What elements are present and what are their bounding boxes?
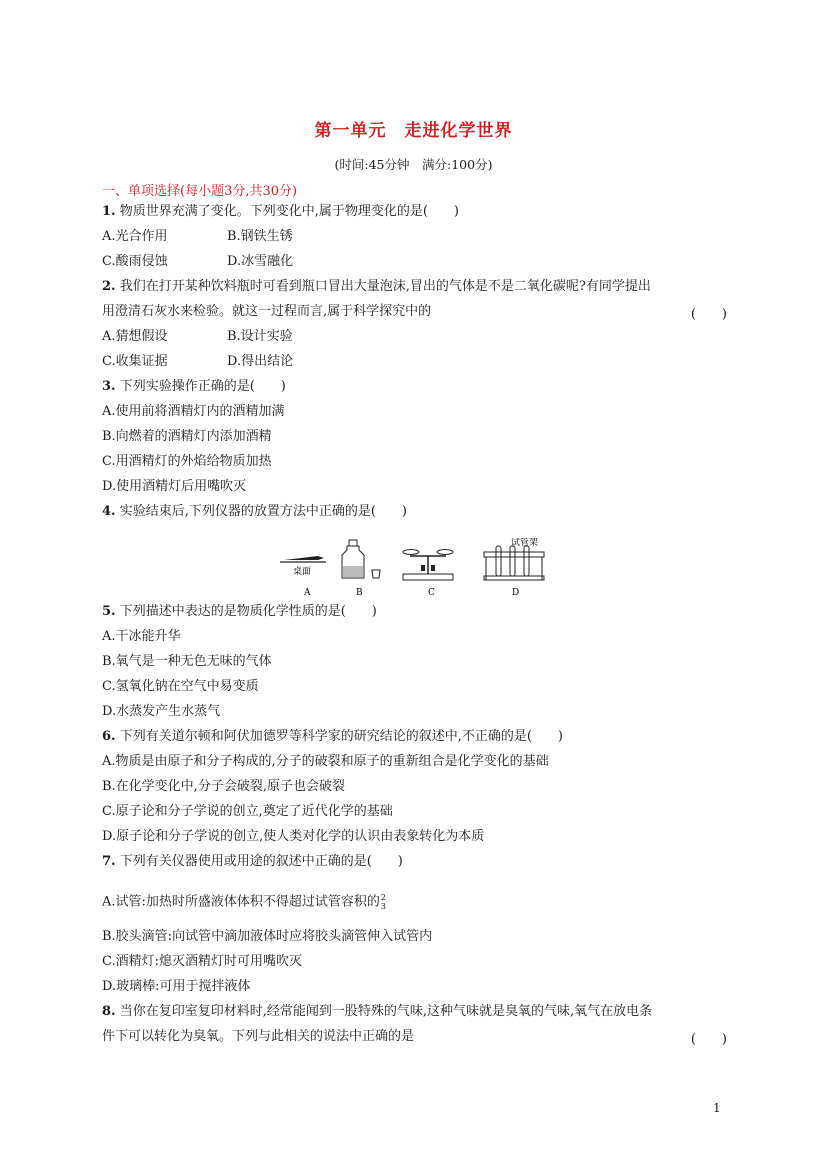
- option-c: C.用酒精灯的外焰给物质加热: [102, 454, 272, 469]
- test-tube-rack: [484, 538, 544, 580]
- reagent-bottle: [342, 540, 380, 578]
- option-d: D.水蒸发产生水蒸气: [102, 704, 221, 719]
- fraction-numerator: 2: [380, 893, 386, 902]
- page-title: 第一单元 走进化学世界: [314, 121, 513, 141]
- option-a: A.猜想假设: [102, 329, 168, 344]
- option-c: C.收集证据: [102, 354, 168, 369]
- option-a: A.使用前将酒精灯内的酒精加满: [102, 404, 285, 419]
- question-2: [102, 278, 651, 296]
- option-a: A.物质是由原子和分子构成的,分子的破裂和原子的重新组合是化学变化的基础: [102, 754, 549, 769]
- option-row: [102, 328, 293, 346]
- section-heading: 一、单项选择(每小题3分,共30分): [102, 184, 298, 199]
- question-stem: 下列有关道尔顿和阿伏加德罗等科学家的研究结论的叙述中,不正确的是( ): [115, 729, 563, 744]
- question-6: [102, 728, 563, 746]
- question-stem: 下列实验操作正确的是( ): [115, 379, 286, 394]
- fraction-denominator: 3: [380, 902, 386, 911]
- option-b: B.设计实验: [227, 329, 293, 344]
- desk-label: 桌面: [293, 567, 312, 577]
- question-stem: 下列描述中表达的是物质化学性质的是( ): [115, 604, 377, 619]
- figure-label-c: C: [428, 588, 435, 598]
- question-stem: 当你在复印室复印材料时,经常能闻到一股特殊的气味,这种气味就是臭氧的气味,氧气在放电条: [115, 1004, 653, 1019]
- figure-label-d: D: [512, 588, 520, 598]
- dropper-on-desk: [280, 556, 326, 577]
- question-stem: 实验结束后,下列仪器的放置方法中正确的是( ): [115, 504, 407, 519]
- apparatus-figure: [278, 538, 548, 600]
- option-a-text: A.试管:加热时所盛液体体积不得超过试管容积的: [102, 894, 380, 910]
- figure-label-b: B: [356, 588, 363, 598]
- question-number: 6.: [102, 729, 116, 744]
- option-b: B.在化学变化中,分子会破裂,原子也会破裂: [102, 779, 345, 794]
- question-stem-continued: 件下可以转化为臭氧。下列与此相关的说法中正确的是: [102, 1029, 415, 1044]
- option-b: B.钢铁生锈: [227, 229, 293, 244]
- question-1: [102, 203, 459, 221]
- question-stem: 下列有关仪器使用或用途的叙述中正确的是( ): [115, 854, 403, 869]
- option-a: A.干冰能升华: [102, 629, 181, 644]
- option-row: [102, 228, 293, 246]
- answer-parentheses: ( ): [690, 1032, 727, 1047]
- question-7: [102, 853, 403, 871]
- option-b: B.向燃着的酒精灯内添加酒精: [102, 429, 272, 444]
- question-5: [102, 603, 377, 621]
- option-row: [102, 353, 294, 371]
- fraction: [381, 893, 386, 911]
- option-b: B.胶头滴管:向试管中滴加液体时应将胶头滴管伸入试管内: [102, 929, 433, 944]
- question-3: [102, 378, 286, 396]
- option-a: [102, 893, 386, 912]
- question-number: 3.: [102, 379, 116, 394]
- question-number: 8.: [102, 1004, 116, 1019]
- page-number: 1: [713, 1101, 721, 1115]
- option-d: D.玻璃棒:可用于搅拌液体: [102, 979, 251, 994]
- option-c: C.酸雨侵蚀: [102, 254, 168, 269]
- question-stem-continued: 用澄清石灰水来检验。就这一过程而言,属于科学探究中的: [102, 304, 432, 319]
- answer-parentheses: ( ): [690, 307, 727, 322]
- question-number: 4.: [102, 504, 116, 519]
- question-number: 7.: [102, 854, 116, 869]
- question-8: [102, 1003, 652, 1021]
- option-c: C.酒精灯:熄灭酒精灯时可用嘴吹灭: [102, 954, 302, 969]
- option-c: C.氢氧化钠在空气中易变质: [102, 679, 259, 694]
- balance: [403, 550, 453, 581]
- question-number: 1.: [102, 204, 116, 219]
- option-d: D.使用酒精灯后用嘴吹灭: [102, 479, 247, 494]
- option-a: A.光合作用: [102, 229, 168, 244]
- exam-time-score: (时间:45分钟 满分:100分): [334, 157, 493, 172]
- option-row: [102, 253, 294, 271]
- question-stem: 物质世界充满了变化。下列变化中,属于物理变化的是( ): [115, 204, 459, 219]
- question-number: 5.: [102, 604, 116, 619]
- question-stem: 我们在打开某种饮料瓶时可看到瓶口冒出大量泡沫,冒出的气体是不是二氧化碳呢?有同学提出: [115, 279, 651, 294]
- figure-label-a: A: [304, 588, 311, 598]
- option-d: D.冰雪融化: [227, 254, 294, 269]
- question-number: 2.: [102, 279, 116, 294]
- option-d: D.得出结论: [227, 354, 294, 369]
- option-c: C.原子论和分子学说的创立,奠定了近代化学的基础: [102, 804, 393, 819]
- rack-label: 试管架: [511, 538, 539, 548]
- question-4: [102, 503, 407, 521]
- option-b: B.氧气是一种无色无味的气体: [102, 654, 272, 669]
- option-d: D.原子论和分子学说的创立,使人类对化学的认识由表象转化为本质: [102, 829, 485, 844]
